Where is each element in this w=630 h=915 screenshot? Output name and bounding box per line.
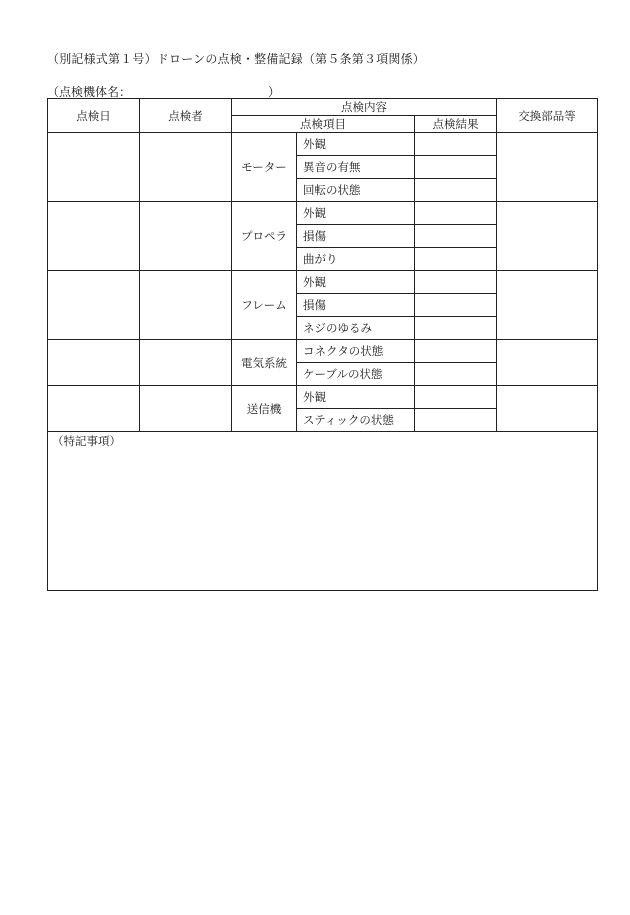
inspection-result-cell[interactable] [415, 225, 497, 248]
inspection-item: 外観 [297, 202, 415, 225]
header-inspection-item: 点検項目 [232, 116, 415, 133]
inspection-item: 異音の有無 [297, 156, 415, 179]
header-inspection-date: 点検日 [48, 99, 140, 133]
inspection-result-cell[interactable] [415, 156, 497, 179]
inspector-cell[interactable] [140, 340, 232, 386]
inspection-item: ネジのゆるみ [297, 317, 415, 340]
inspection-result-cell[interactable] [415, 363, 497, 386]
header-inspection-content: 点検内容 [232, 99, 497, 116]
inspection-result-cell[interactable] [415, 317, 497, 340]
component-name: フレーム [232, 271, 297, 340]
inspection-date-cell[interactable] [48, 271, 140, 340]
inspector-cell[interactable] [140, 202, 232, 271]
component-name: 電気系統 [232, 340, 297, 386]
form-title: （別記様式第１号）ドローンの点検・整備記録（第５条第３項関係） [47, 52, 425, 66]
inspection-result-cell[interactable] [415, 271, 497, 294]
inspection-result-cell[interactable] [415, 294, 497, 317]
component-name: 送信機 [232, 386, 297, 432]
inspection-result-cell[interactable] [415, 179, 497, 202]
inspection-item: 回転の状態 [297, 179, 415, 202]
inspector-cell[interactable] [140, 133, 232, 202]
special-notes-label: （特記事項） [52, 434, 121, 448]
inspector-cell[interactable] [140, 386, 232, 432]
inspection-record-table [47, 98, 598, 591]
inspection-date-cell[interactable] [48, 133, 140, 202]
inspection-item: 外観 [297, 133, 415, 156]
inspection-item: 外観 [297, 386, 415, 409]
table-row [48, 271, 598, 294]
special-notes-cell[interactable] [48, 432, 598, 591]
table-row [48, 386, 598, 409]
machine-name-close: ） [268, 85, 281, 99]
inspection-item: 曲がり [297, 248, 415, 271]
inspection-item: ケーブルの状態 [297, 363, 415, 386]
inspection-item: 損傷 [297, 225, 415, 248]
replaced-parts-cell[interactable] [497, 340, 598, 386]
table-row [48, 202, 598, 225]
table-row [48, 340, 598, 363]
inspection-date-cell[interactable] [48, 386, 140, 432]
inspection-date-cell[interactable] [48, 202, 140, 271]
replaced-parts-cell[interactable] [497, 271, 598, 340]
inspection-result-cell[interactable] [415, 248, 497, 271]
replaced-parts-cell[interactable] [497, 133, 598, 202]
header-inspection-result: 点検結果 [415, 116, 497, 133]
inspection-result-cell[interactable] [415, 202, 497, 225]
inspection-item: 外観 [297, 271, 415, 294]
component-name: プロペラ [232, 202, 297, 271]
inspection-result-cell[interactable] [415, 340, 497, 363]
inspection-item: 損傷 [297, 294, 415, 317]
component-name: モーター [232, 133, 297, 202]
inspection-item: スティックの状態 [297, 409, 415, 432]
header-inspector: 点検者 [140, 99, 232, 133]
table-row [48, 133, 598, 156]
header-replaced-parts: 交換部品等 [497, 99, 598, 133]
inspector-cell[interactable] [140, 271, 232, 340]
inspection-result-cell[interactable] [415, 409, 497, 432]
inspection-date-cell[interactable] [48, 340, 140, 386]
inspection-result-cell[interactable] [415, 133, 497, 156]
inspection-item: コネクタの状態 [297, 340, 415, 363]
inspection-result-cell[interactable] [415, 386, 497, 409]
replaced-parts-cell[interactable] [497, 386, 598, 432]
replaced-parts-cell[interactable] [497, 202, 598, 271]
machine-name-label: （点検機体名： [47, 85, 132, 99]
